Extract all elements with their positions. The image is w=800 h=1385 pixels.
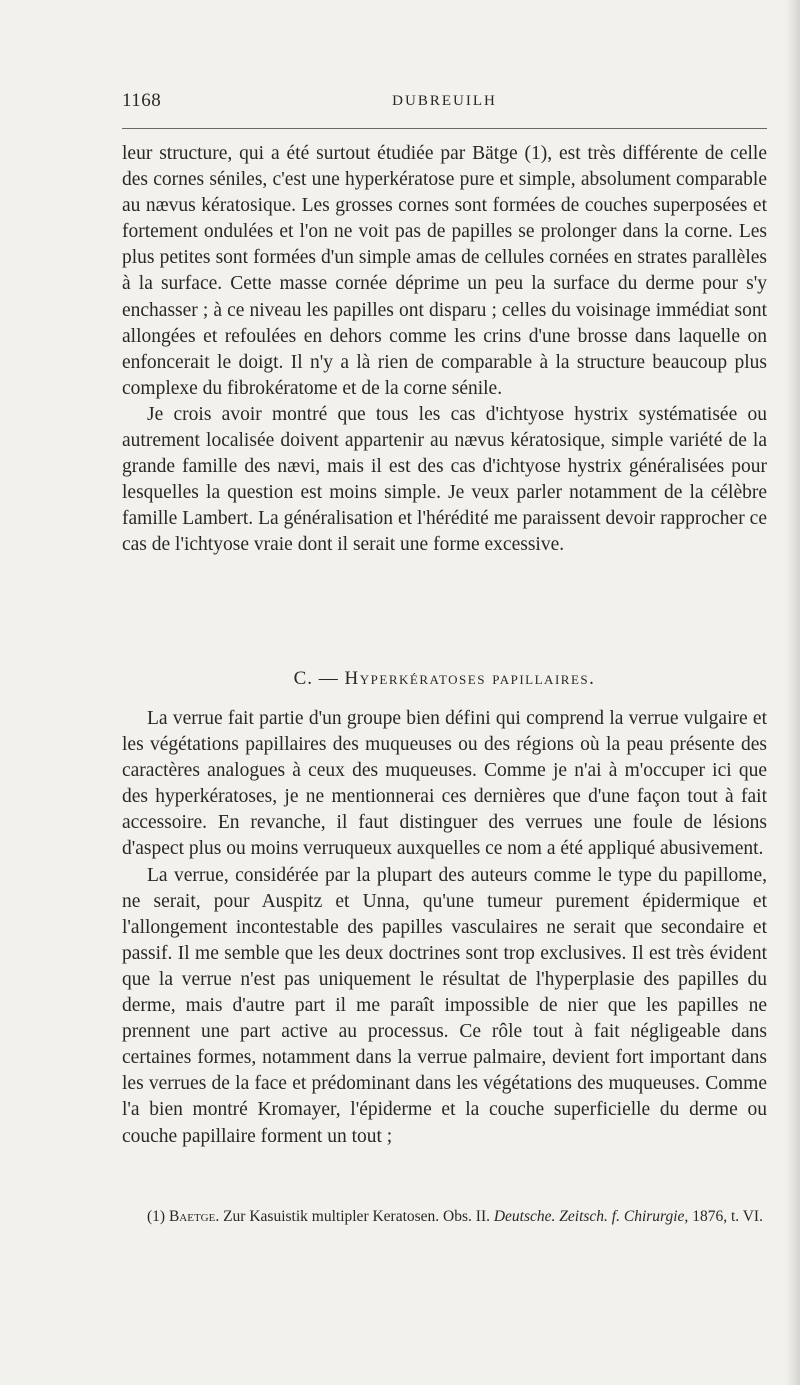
footnote-marker: (1) — [147, 1208, 166, 1225]
section-body-text — [122, 706, 767, 1150]
section-title: Hyperkératoses papillaires. — [344, 668, 596, 689]
header-rule — [122, 128, 767, 129]
page-number: 1168 — [122, 90, 162, 111]
page-header — [122, 88, 767, 118]
section-heading — [122, 668, 767, 690]
page-edge-shadow — [786, 0, 800, 1385]
paragraph: Je crois avoir montré que tous les cas d'ichtyose hystrix systématisée ou autrement localisée doivent appartenir au nævus kératosique, simple variété de la grande famille des nævi, mais il est des cas d'ichtyose hystrix généralisées pour lesquelles la question est moins simple. Je veux parler notamment de la célèbre famille Lambert. La généralisation et l'hérédité me paraissent devoir rapprocher ce cas de l'ichtyose vraie dont il serait une forme excessive. — [122, 403, 767, 556]
body-text — [122, 141, 767, 559]
footnote — [122, 1206, 767, 1227]
footnote-author: Baetge — [168, 1208, 216, 1225]
footnote-text — [122, 1206, 767, 1227]
footnote-journal: Deutsche. Zeitsch. f. Chirurgie, — [493, 1208, 689, 1225]
section-letter: C. — [293, 668, 314, 689]
footnote-tail: 1876, t. VI. — [688, 1208, 763, 1225]
paragraph: La verrue, considérée par la plupart des auteurs comme le type du papillome, ne serait, pour Auspitz et Unna, qu'une tumeur purement épidermique et l'allongement incontestable des papilles vasculaires ne serait que secondaire et passif. Il me semble que les deux doctrines sont trop exclusives. Il est très évident que la verrue n'est pas uniquement le résultat de l'hyperplasie des papilles du derme, mais d'autre part il me paraît impossible de nier que les papilles ne prennent une part active au processus. Ce rôle tout à fait négligeable dans certaines formes, notamment dans la verrue palmaire, devient fort important dans les verrues de la face et prédominant dans les végétations des muqueuses. Comme l'a bien montré Kromayer, l'épiderme et la couche superficielle du derme ou couche papillaire forment un tout ; — [122, 864, 767, 1147]
running-head: DUBREUILH — [392, 93, 497, 109]
paragraph: La verrue fait partie d'un groupe bien défini qui comprend la verrue vulgaire et les végétations papillaires des muqueuses ou des régions où la peau présente des caractères analogues à ceux des muqueuses. Comme je n'ai à m'occuper ici que des hyperkératoses, je ne mentionnerai ces dernières que d'une façon tout à fait accessoire. En revanche, il faut distinguer des verrues une foule de lésions d'aspect plus ou moins verruqueux auxquelles ce nom a été appliqué abusivement. — [122, 708, 767, 860]
paragraph: leur structure, qui a été surtout étudiée par Bätge (1), est très différente de celle des cornes séniles, c'est une hyperkératose pure et simple, absolument comparable au nævus kératosique. Les grosses cornes sont formées de couches superposées et fortement ondulées et l'on ne voit pas de papilles se prolonger dans la corne. Les plus petites sont formées d'un simple amas de cellules cornées en strates parallèles à la surface. Cette masse cornée déprime un peu la surface du derme pour s'y enchasser ; à ce niveau les papilles ont disparu ; celles du voisinage immédiat sont allongées et refoulées en dehors comme les crins d'une brosse dans laquelle on enfoncerait le doigt. Il n'y a là rien de comparable à la structure beaucoup plus complexe du fibrokératome et de la corne sénile. — [122, 143, 767, 399]
footnote-title: . Zur Kasuistik multipler Keratosen. Obs. II. — [215, 1208, 494, 1225]
section-dash: — — [318, 668, 339, 689]
